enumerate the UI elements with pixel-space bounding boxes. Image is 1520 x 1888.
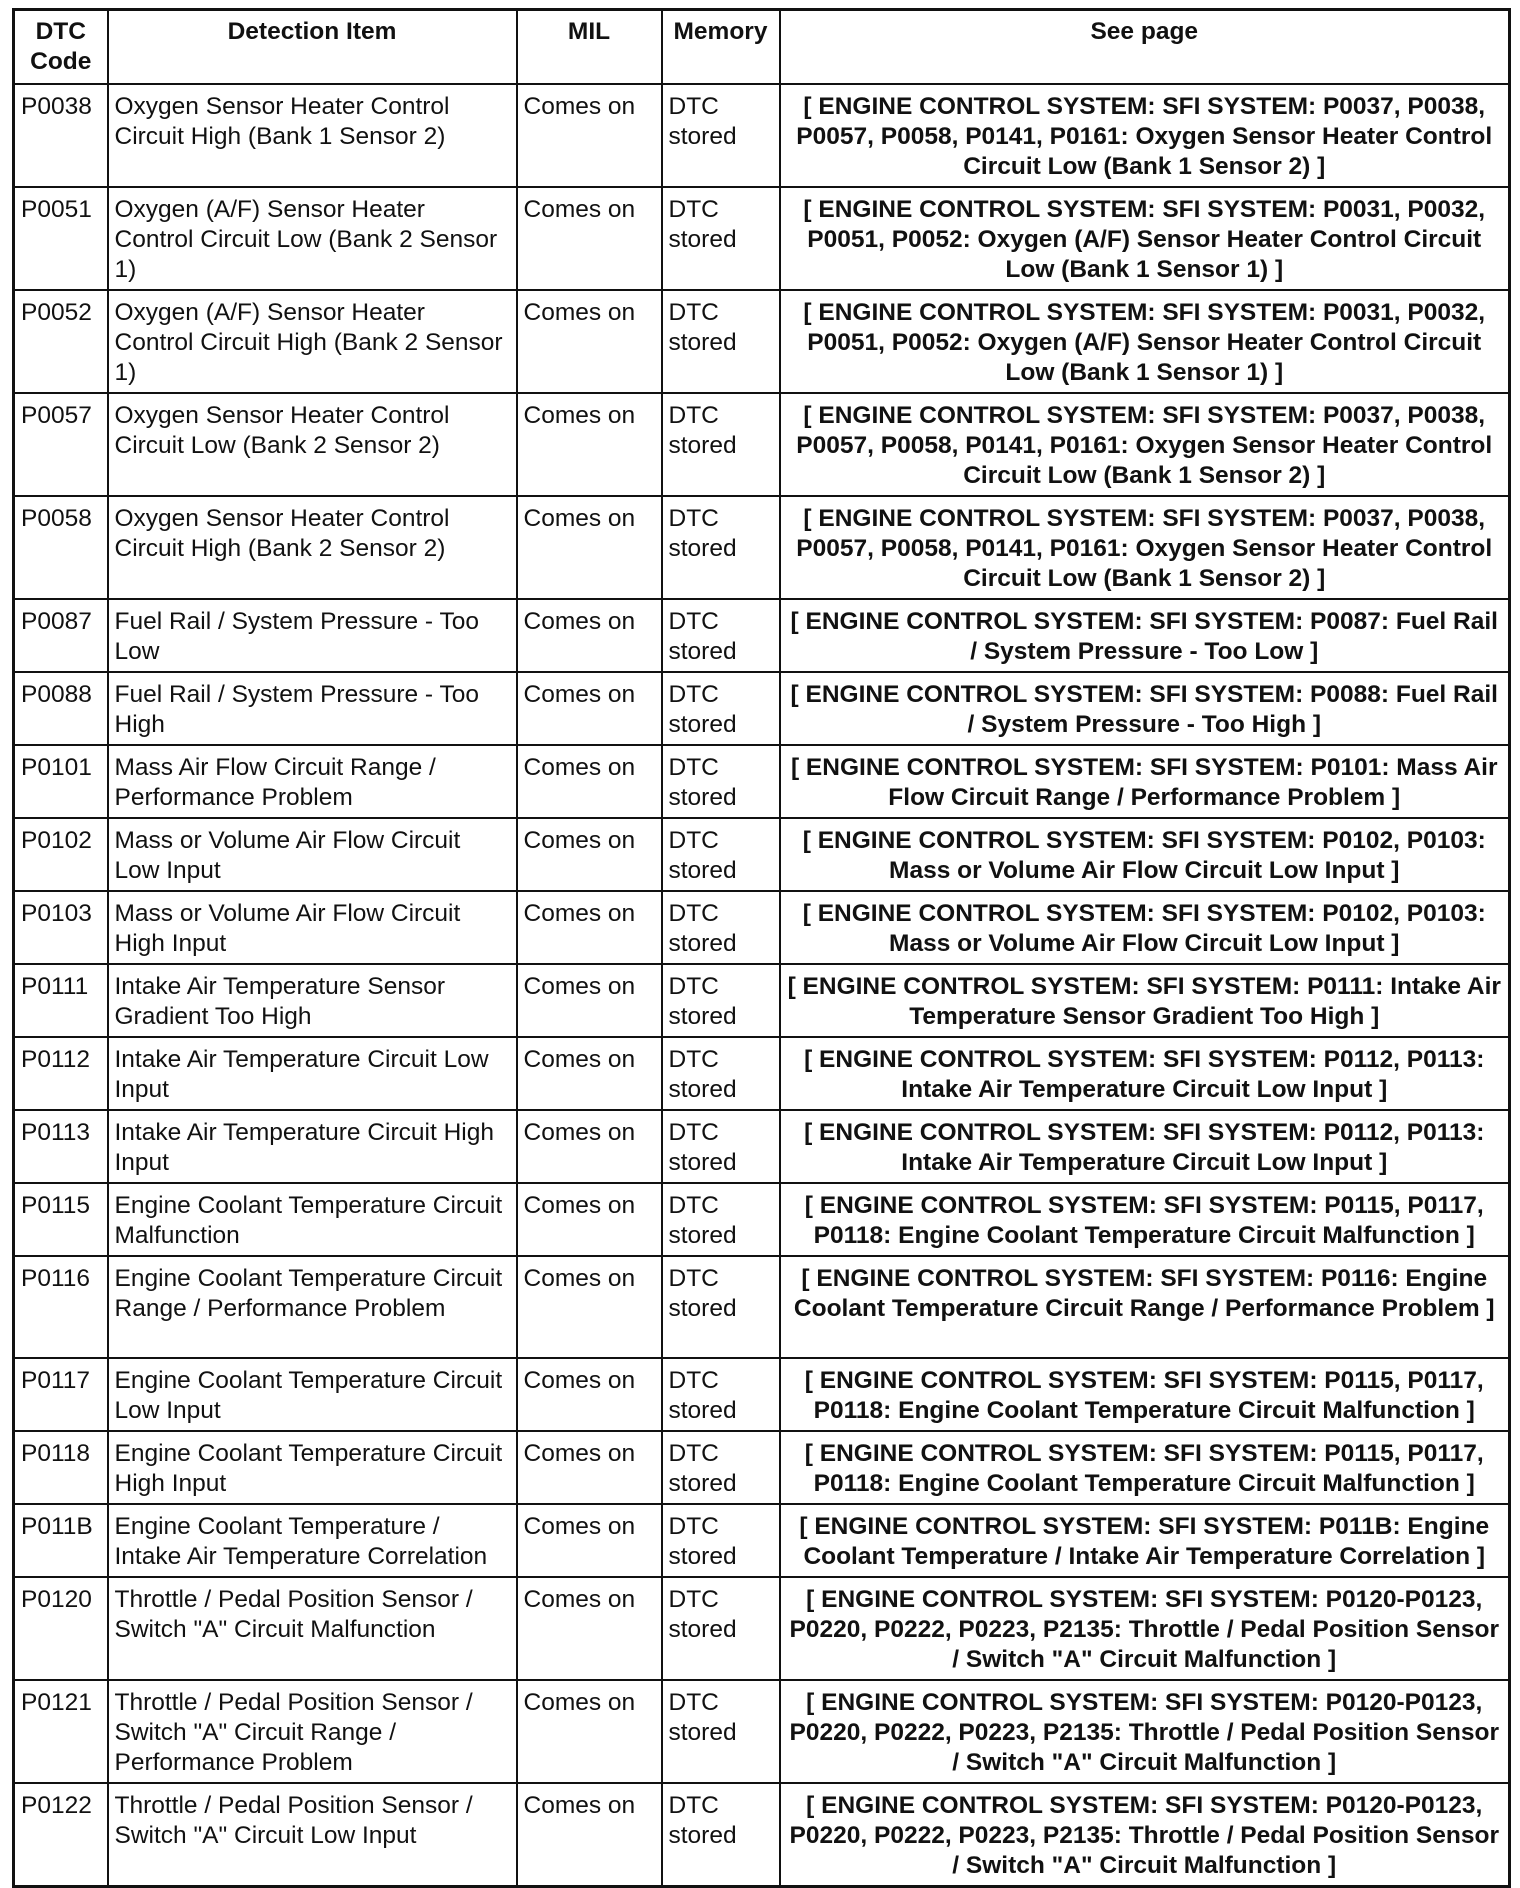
memory-status: DTC stored bbox=[662, 84, 780, 187]
mil-status: Comes on bbox=[517, 1358, 662, 1431]
table-header-row bbox=[14, 10, 1510, 85]
mil-status: Comes on bbox=[517, 1256, 662, 1358]
memory-status: DTC stored bbox=[662, 599, 780, 672]
see-page-link[interactable]: [ ENGINE CONTROL SYSTEM: SFI SYSTEM: P0102, P0103: Mass or Volume Air Flow Circuit Low Input ] bbox=[780, 891, 1510, 964]
detection-item: Oxygen Sensor Heater Control Circuit High (Bank 2 Sensor 2) bbox=[108, 496, 517, 599]
see-page-link[interactable]: [ ENGINE CONTROL SYSTEM: SFI SYSTEM: P0111: Intake Air Temperature Sensor Gradient Too High ] bbox=[780, 964, 1510, 1037]
detection-item: Fuel Rail / System Pressure - Too Low bbox=[108, 599, 517, 672]
see-page-link[interactable]: [ ENGINE CONTROL SYSTEM: SFI SYSTEM: P0112, P0113: Intake Air Temperature Circuit Low Input ] bbox=[780, 1110, 1510, 1183]
memory-status: DTC stored bbox=[662, 496, 780, 599]
memory-status: DTC stored bbox=[662, 1783, 780, 1887]
table-row bbox=[14, 1680, 1510, 1783]
detection-item: Oxygen (A/F) Sensor Heater Control Circuit Low (Bank 2 Sensor 1) bbox=[108, 187, 517, 290]
mil-status: Comes on bbox=[517, 1431, 662, 1504]
table-row bbox=[14, 496, 1510, 599]
dtc-code: P011B bbox=[14, 1504, 108, 1577]
see-page-link[interactable]: [ ENGINE CONTROL SYSTEM: SFI SYSTEM: P0120-P0123, P0220, P0222, P0223, P2135: Throttle / Pedal Position Sensor / Switch "A" Circuit Malfunction ] bbox=[780, 1783, 1510, 1887]
detection-item: Oxygen (A/F) Sensor Heater Control Circuit High (Bank 2 Sensor 1) bbox=[108, 290, 517, 393]
detection-item: Fuel Rail / System Pressure - Too High bbox=[108, 672, 517, 745]
memory-status: DTC stored bbox=[662, 1504, 780, 1577]
see-page-link[interactable]: [ ENGINE CONTROL SYSTEM: SFI SYSTEM: P0037, P0038, P0057, P0058, P0141, P0161: Oxygen Sensor Heater Control Circuit Low (Bank 1 Sensor 2) ] bbox=[780, 393, 1510, 496]
table-row bbox=[14, 1037, 1510, 1110]
dtc-code: P0102 bbox=[14, 818, 108, 891]
see-page-link[interactable]: [ ENGINE CONTROL SYSTEM: SFI SYSTEM: P0087: Fuel Rail / System Pressure - Too Low ] bbox=[780, 599, 1510, 672]
see-page-link[interactable]: [ ENGINE CONTROL SYSTEM: SFI SYSTEM: P0031, P0032, P0051, P0052: Oxygen (A/F) Sensor Heater Control Circuit Low (Bank 1 Sensor 1) ] bbox=[780, 290, 1510, 393]
dtc-code: P0057 bbox=[14, 393, 108, 496]
dtc-code: P0103 bbox=[14, 891, 108, 964]
memory-status: DTC stored bbox=[662, 1183, 780, 1256]
memory-status: DTC stored bbox=[662, 964, 780, 1037]
mil-status: Comes on bbox=[517, 1110, 662, 1183]
see-page-link[interactable]: [ ENGINE CONTROL SYSTEM: SFI SYSTEM: P0037, P0038, P0057, P0058, P0141, P0161: Oxygen Sensor Heater Control Circuit Low (Bank 1 Sensor 2) ] bbox=[780, 84, 1510, 187]
detection-item: Engine Coolant Temperature Circuit Low Input bbox=[108, 1358, 517, 1431]
detection-item: Engine Coolant Temperature Circuit Malfunction bbox=[108, 1183, 517, 1256]
memory-status: DTC stored bbox=[662, 891, 780, 964]
dtc-code: P0052 bbox=[14, 290, 108, 393]
table-row bbox=[14, 818, 1510, 891]
mil-status: Comes on bbox=[517, 891, 662, 964]
dtc-code: P0116 bbox=[14, 1256, 108, 1358]
table-row bbox=[14, 1110, 1510, 1183]
detection-item: Engine Coolant Temperature Circuit Range / Performance Problem bbox=[108, 1256, 517, 1358]
see-page-link[interactable]: [ ENGINE CONTROL SYSTEM: SFI SYSTEM: P0112, P0113: Intake Air Temperature Circuit Low Input ] bbox=[780, 1037, 1510, 1110]
table-row bbox=[14, 290, 1510, 393]
detection-item: Throttle / Pedal Position Sensor / Switch "A" Circuit Low Input bbox=[108, 1783, 517, 1887]
table-row bbox=[14, 393, 1510, 496]
detection-item: Engine Coolant Temperature Circuit High Input bbox=[108, 1431, 517, 1504]
see-page-link[interactable]: [ ENGINE CONTROL SYSTEM: SFI SYSTEM: P0031, P0032, P0051, P0052: Oxygen (A/F) Sensor Heater Control Circuit Low (Bank 1 Sensor 1) ] bbox=[780, 187, 1510, 290]
dtc-code: P0113 bbox=[14, 1110, 108, 1183]
memory-status: DTC stored bbox=[662, 187, 780, 290]
memory-status: DTC stored bbox=[662, 818, 780, 891]
mil-status: Comes on bbox=[517, 1183, 662, 1256]
detection-item: Throttle / Pedal Position Sensor / Switch "A" Circuit Range / Performance Problem bbox=[108, 1680, 517, 1783]
dtc-code: P0121 bbox=[14, 1680, 108, 1783]
mil-status: Comes on bbox=[517, 745, 662, 818]
table-row bbox=[14, 1183, 1510, 1256]
dtc-code: P0117 bbox=[14, 1358, 108, 1431]
table-row bbox=[14, 599, 1510, 672]
table-row bbox=[14, 84, 1510, 187]
mil-status: Comes on bbox=[517, 1783, 662, 1887]
see-page-link[interactable]: [ ENGINE CONTROL SYSTEM: SFI SYSTEM: P011B: Engine Coolant Temperature / Intake Air Temperature Correlation ] bbox=[780, 1504, 1510, 1577]
table-row bbox=[14, 187, 1510, 290]
detection-item: Mass or Volume Air Flow Circuit High Input bbox=[108, 891, 517, 964]
mil-status: Comes on bbox=[517, 84, 662, 187]
detection-item: Intake Air Temperature Sensor Gradient Too High bbox=[108, 964, 517, 1037]
header-dtc-code-line1: DTC bbox=[35, 18, 86, 45]
dtc-code: P0120 bbox=[14, 1577, 108, 1680]
see-page-link[interactable]: [ ENGINE CONTROL SYSTEM: SFI SYSTEM: P0115, P0117, P0118: Engine Coolant Temperature Circuit Malfunction ] bbox=[780, 1183, 1510, 1256]
dtc-code: P0122 bbox=[14, 1783, 108, 1887]
table-row bbox=[14, 1783, 1510, 1887]
table-row bbox=[14, 891, 1510, 964]
mil-status: Comes on bbox=[517, 672, 662, 745]
dtc-code: P0101 bbox=[14, 745, 108, 818]
header-see-page: See page bbox=[780, 10, 1510, 85]
detection-item: Mass or Volume Air Flow Circuit Low Input bbox=[108, 818, 517, 891]
mil-status: Comes on bbox=[517, 290, 662, 393]
see-page-link[interactable]: [ ENGINE CONTROL SYSTEM: SFI SYSTEM: P0037, P0038, P0057, P0058, P0141, P0161: Oxygen Sensor Heater Control Circuit Low (Bank 1 Sensor 2) ] bbox=[780, 496, 1510, 599]
mil-status: Comes on bbox=[517, 496, 662, 599]
detection-item: Intake Air Temperature Circuit High Input bbox=[108, 1110, 517, 1183]
dtc-code: P0118 bbox=[14, 1431, 108, 1504]
dtc-code: P0112 bbox=[14, 1037, 108, 1110]
memory-status: DTC stored bbox=[662, 672, 780, 745]
memory-status: DTC stored bbox=[662, 1577, 780, 1680]
see-page-link[interactable]: [ ENGINE CONTROL SYSTEM: SFI SYSTEM: P0120-P0123, P0220, P0222, P0223, P2135: Throttle / Pedal Position Sensor / Switch "A" Circuit Malfunction ] bbox=[780, 1577, 1510, 1680]
memory-status: DTC stored bbox=[662, 1110, 780, 1183]
mil-status: Comes on bbox=[517, 1577, 662, 1680]
dtc-table-sheet bbox=[12, 8, 1508, 1888]
table-row bbox=[14, 672, 1510, 745]
header-dtc-code-line2: Code bbox=[30, 48, 92, 75]
see-page-link[interactable]: [ ENGINE CONTROL SYSTEM: SFI SYSTEM: P0088: Fuel Rail / System Pressure - Too High ] bbox=[780, 672, 1510, 745]
dtc-code: P0038 bbox=[14, 84, 108, 187]
header-detection-item: Detection Item bbox=[108, 10, 517, 85]
detection-item: Oxygen Sensor Heater Control Circuit Low (Bank 2 Sensor 2) bbox=[108, 393, 517, 496]
detection-item: Throttle / Pedal Position Sensor / Switch "A" Circuit Malfunction bbox=[108, 1577, 517, 1680]
mil-status: Comes on bbox=[517, 1504, 662, 1577]
dtc-code: P0051 bbox=[14, 187, 108, 290]
see-page-link[interactable]: [ ENGINE CONTROL SYSTEM: SFI SYSTEM: P0101: Mass Air Flow Circuit Range / Performance Problem ] bbox=[780, 745, 1510, 818]
memory-status: DTC stored bbox=[662, 1256, 780, 1358]
see-page-link[interactable]: [ ENGINE CONTROL SYSTEM: SFI SYSTEM: P0102, P0103: Mass or Volume Air Flow Circuit Low Input ] bbox=[780, 818, 1510, 891]
see-page-link[interactable]: [ ENGINE CONTROL SYSTEM: SFI SYSTEM: P0120-P0123, P0220, P0222, P0223, P2135: Throttle / Pedal Position Sensor / Switch "A" Circuit Malfunction ] bbox=[780, 1680, 1510, 1783]
table-row bbox=[14, 1256, 1510, 1358]
dtc-code: P0088 bbox=[14, 672, 108, 745]
mil-status: Comes on bbox=[517, 1680, 662, 1783]
mil-status: Comes on bbox=[517, 1037, 662, 1110]
memory-status: DTC stored bbox=[662, 1680, 780, 1783]
header-dtc-code bbox=[14, 10, 108, 85]
header-memory: Memory bbox=[662, 10, 780, 85]
table-row bbox=[14, 745, 1510, 818]
memory-status: DTC stored bbox=[662, 1431, 780, 1504]
dtc-code: P0058 bbox=[14, 496, 108, 599]
table-row bbox=[14, 1504, 1510, 1577]
mil-status: Comes on bbox=[517, 187, 662, 290]
dtc-code: P0087 bbox=[14, 599, 108, 672]
dtc-code: P0115 bbox=[14, 1183, 108, 1256]
table-row bbox=[14, 1577, 1510, 1680]
memory-status: DTC stored bbox=[662, 1358, 780, 1431]
see-page-link[interactable]: [ ENGINE CONTROL SYSTEM: SFI SYSTEM: P0115, P0117, P0118: Engine Coolant Temperature Circuit Malfunction ] bbox=[780, 1358, 1510, 1431]
memory-status: DTC stored bbox=[662, 290, 780, 393]
see-page-link[interactable]: [ ENGINE CONTROL SYSTEM: SFI SYSTEM: P0115, P0117, P0118: Engine Coolant Temperature Circuit Malfunction ] bbox=[780, 1431, 1510, 1504]
memory-status: DTC stored bbox=[662, 745, 780, 818]
mil-status: Comes on bbox=[517, 393, 662, 496]
memory-status: DTC stored bbox=[662, 393, 780, 496]
detection-item: Intake Air Temperature Circuit Low Input bbox=[108, 1037, 517, 1110]
dtc-code: P0111 bbox=[14, 964, 108, 1037]
dtc-table bbox=[12, 8, 1511, 1888]
mil-status: Comes on bbox=[517, 599, 662, 672]
table-row bbox=[14, 964, 1510, 1037]
see-page-link[interactable]: [ ENGINE CONTROL SYSTEM: SFI SYSTEM: P0116: Engine Coolant Temperature Circuit Range / Performance Problem ] bbox=[780, 1256, 1510, 1358]
detection-item: Mass Air Flow Circuit Range / Performance Problem bbox=[108, 745, 517, 818]
table-row bbox=[14, 1358, 1510, 1431]
memory-status: DTC stored bbox=[662, 1037, 780, 1110]
table-row bbox=[14, 1431, 1510, 1504]
header-mil: MIL bbox=[517, 10, 662, 85]
detection-item: Engine Coolant Temperature / Intake Air Temperature Correlation bbox=[108, 1504, 517, 1577]
mil-status: Comes on bbox=[517, 964, 662, 1037]
detection-item: Oxygen Sensor Heater Control Circuit High (Bank 1 Sensor 2) bbox=[108, 84, 517, 187]
table-body bbox=[14, 84, 1510, 1887]
mil-status: Comes on bbox=[517, 818, 662, 891]
